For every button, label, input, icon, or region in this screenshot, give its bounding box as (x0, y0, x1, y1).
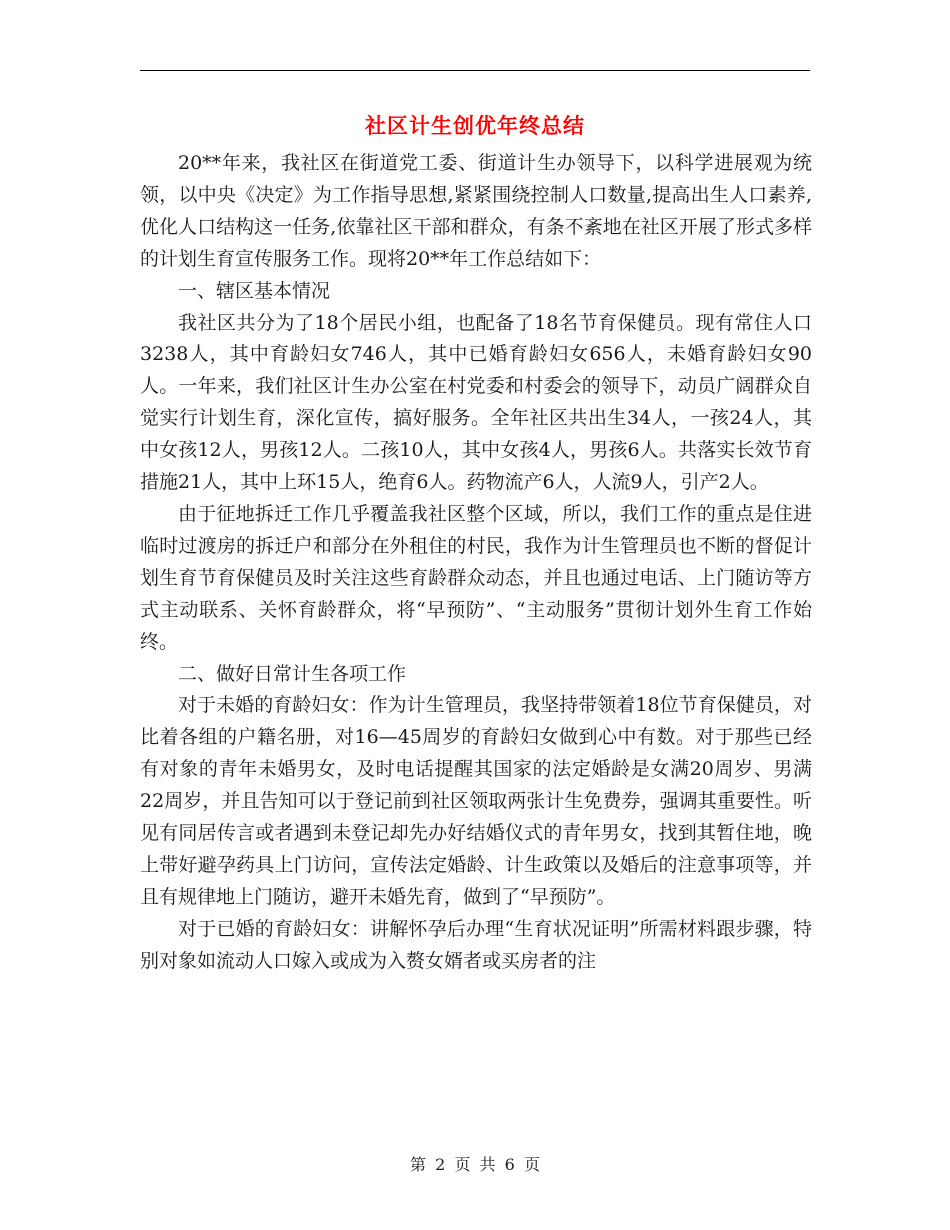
header-rule (140, 70, 810, 71)
intro-paragraph: 20**年来，我社区在街道党工委、街道计生办领导下，以科学进展观为统领，以中央《决定》为工作指导思想,紧紧围绕控制人口数量,提高出生人口素养,优化人口结构这一任务,依靠社区干部和群众，有条不紊地在社区开展了形式多样的计划生育宣传服务工作。现将20**年工作总结如下： (140, 152, 812, 270)
total-pages-number: 6 (504, 1155, 515, 1174)
page-footer (0, 1153, 950, 1177)
document-body (140, 148, 812, 978)
current-page-number: 2 (435, 1155, 446, 1174)
body-paragraph: 我社区共分为了18个居民小组，也配备了18名节育保健员。现有常住人口3238人，其中育龄妇女746人，其中已婚育龄妇女656人，未婚育龄妇女90人。一年来，我们社区计生办公室在村党委和村委会的领导下，动员广阔群众自觉实行计划生育，深化宣传，搞好服务。全年社区共出生34人，一孩24人，其中女孩12人，男孩12人。二孩10人，其中女孩4人，男孩6人。共落实长效节育措施21人，其中上环15人，绝育6人。药物流产6人，人流9人，引产2人。 (140, 311, 812, 494)
footer-page-word: 页 (454, 1155, 471, 1174)
document-title: 社区计生创优年终总结 (365, 113, 585, 138)
footer-total-prefix: 共 (479, 1155, 496, 1174)
section-heading-1: 一、辖区基本情况 (178, 279, 331, 302)
body-paragraph: 由于征地拆迁工作几乎覆盖我社区整个区域，所以，我们工作的重点是住进临时过渡房的拆迁户和部分在外租住的村民，我作为计生管理员也不断的督促计划生育节育保健员及时关注这些育龄群众动态，并且也通过电话、上门随访等方式主动联系、关怀育龄群众，将“早预防”、“主动服务”贯彻计划外生育工作始终。 (140, 502, 812, 653)
footer-prefix: 第 (410, 1155, 427, 1174)
body-paragraph: 对于已婚的育龄妇女：讲解怀孕后办理“生育状况证明”所需材料跟步骤，特别对象如流动人口嫁入或成为入赘女婿者或买房者的注 (140, 917, 812, 972)
footer-suffix: 页 (523, 1155, 540, 1174)
section-heading-2: 二、做好日常计生各项工作 (178, 662, 407, 685)
body-paragraph: 对于未婚的育龄妇女：作为计生管理员，我坚持带领着18位节育保健员，对比着各组的户籍名册，对16—45周岁的育龄妇女做到心中有数。对于那些已经有对象的青年未婚男女，及时电话提醒其国家的法定婚龄是女满20周岁、男满22周岁，并且告知可以于登记前到社区领取两张计生免费券，强调其重要性。听见有同居传言或者遇到未登记却先办好结婚仪式的青年男女，找到其暂住地，晚上带好避孕药具上门访问，宣传法定婚龄、计生政策以及婚后的注意事项等，并且有规律地上门随访，避开未婚先育，做到了“早预防”。 (140, 694, 812, 908)
